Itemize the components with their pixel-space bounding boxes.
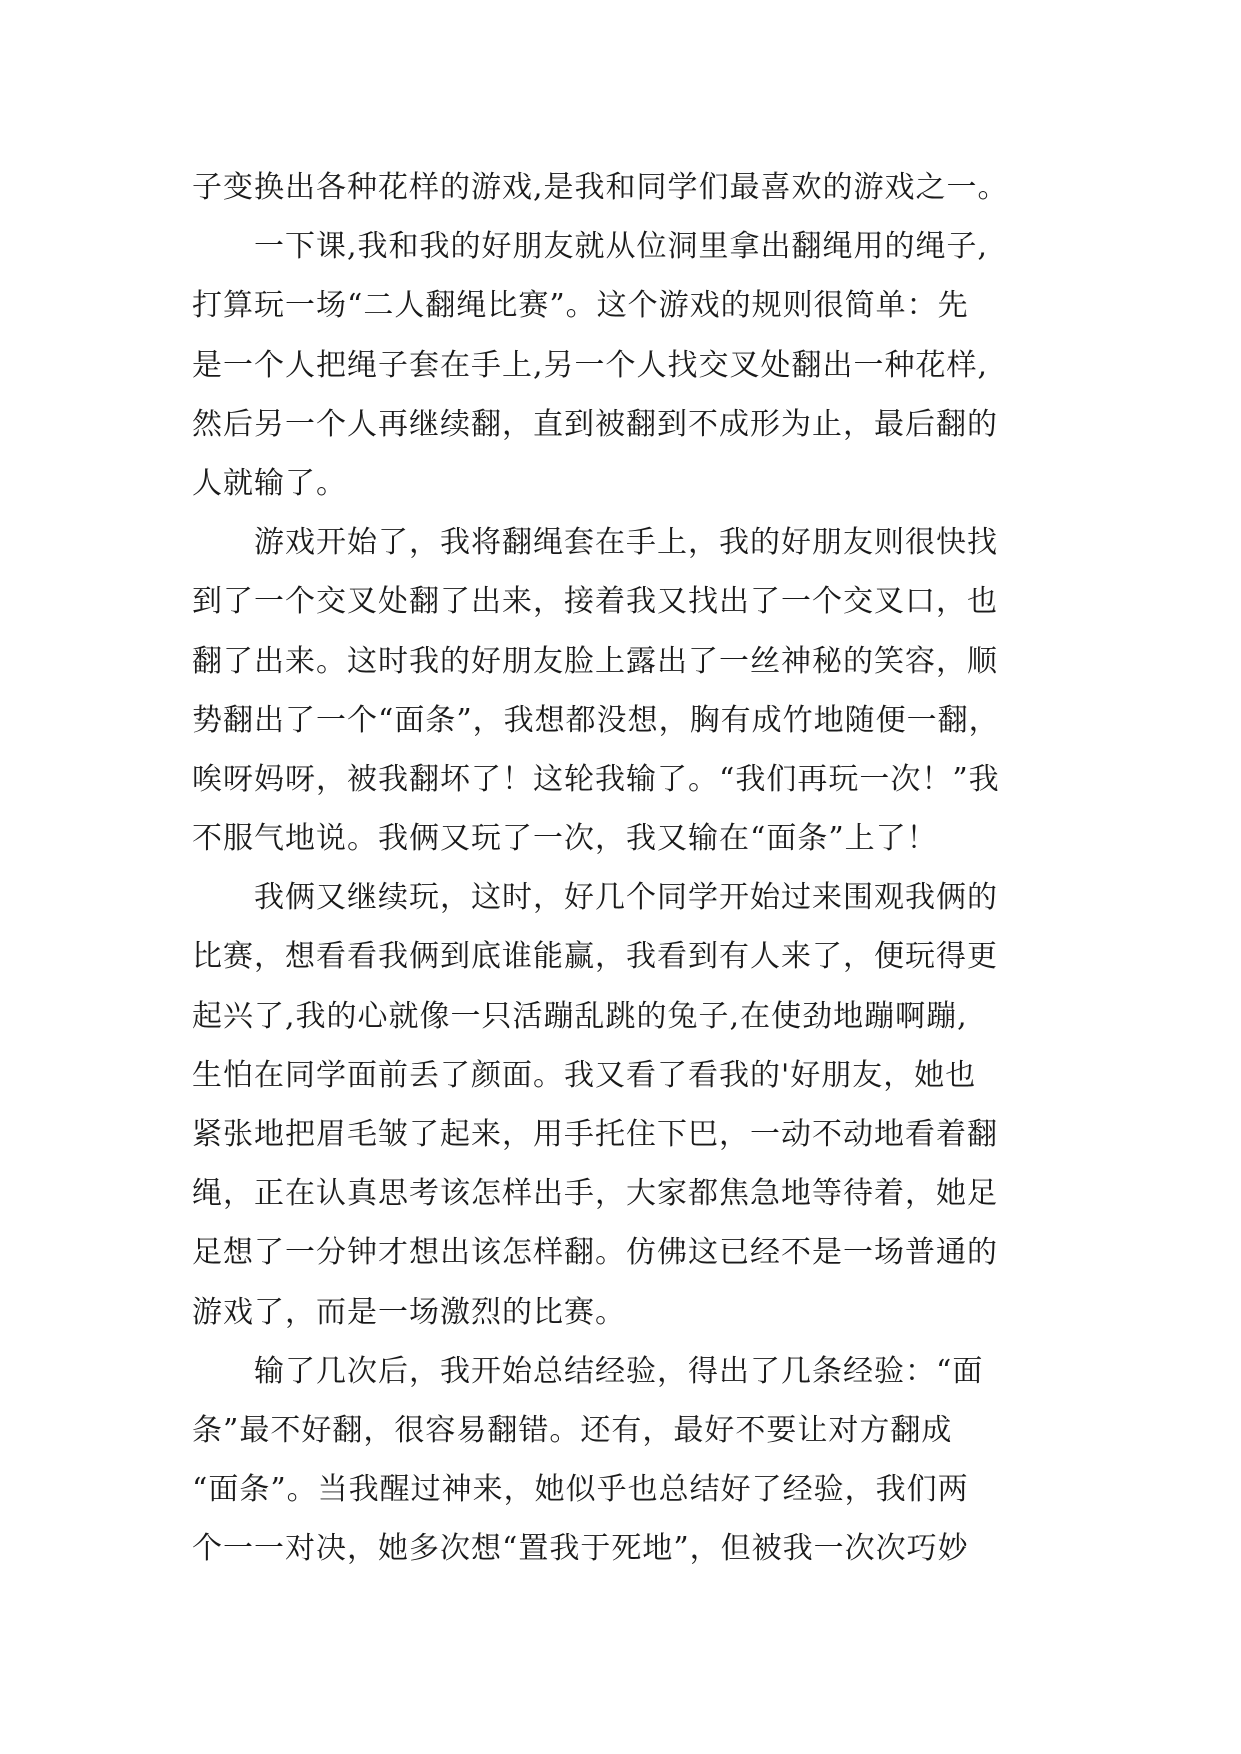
text-line-16: 生怕在同学面前丢了颜面。我又看了看我的'好朋友，她也	[192, 1057, 977, 1093]
text-line-20: 游戏了，而是一场激烈的比赛。	[192, 1294, 626, 1330]
body-text	[192, 158, 1072, 1579]
text-line-22: 条”最不好翻，很容易翻错。还有，最好不要让对方翻成	[192, 1412, 953, 1448]
text-line-10: 势翻出了一个“面条”，我想都没想，胸有成竹地随便一翻，	[192, 702, 1000, 738]
text-line-7: 游戏开始了，我将翻绳套在手上，我的好朋友则很快找	[192, 525, 998, 561]
text-line-11: 唉呀妈呀，被我翻坏了！这轮我输了。“我们再玩一次！”我	[192, 761, 1000, 797]
text-line-15: 起兴了,我的心就像一只活蹦乱跳的兔子,在使劲地蹦啊蹦,	[192, 998, 968, 1034]
text-line-13: 我俩又继续玩，这时，好几个同学开始过来围观我俩的	[192, 880, 998, 916]
text-line-5: 然后另一个人再继续翻，直到被翻到不成形为止，最后翻的	[192, 406, 998, 442]
text-line-8: 到了一个交叉处翻了出来，接着我又找出了一个交叉口，也	[192, 584, 998, 620]
text-line-1: 子变换出各种花样的游戏,是我和同学们最喜欢的游戏之一。	[192, 170, 1009, 205]
text-line-14: 比赛，想看看我俩到底谁能赢，我看到有人来了，便玩得更	[192, 939, 998, 975]
text-line-19: 足想了一分钟才想出该怎样翻。仿佛这已经不是一场普通的	[192, 1235, 998, 1271]
text-line-23: “面条”。当我醒过神来，她似乎也总结好了经验，我们两	[192, 1472, 969, 1508]
text-line-12: 不服气地说。我俩又玩了一次，我又输在“面条”上了！	[192, 821, 938, 857]
text-line-6: 人就输了。	[192, 465, 347, 501]
text-line-4: 是一个人把绳子套在手上,另一个人找交叉处翻出一种花样,	[192, 347, 989, 383]
text-line-17: 紧张地把眉毛皱了起来，用手托住下巴，一动不动地看着翻	[192, 1117, 998, 1152]
text-line-24: 个一一对决，她多次想“置我于死地”，但被我一次次巧妙	[192, 1531, 969, 1567]
text-line-9: 翻了出来。这时我的好朋友脸上露出了一丝神秘的笑容，顺	[192, 643, 998, 679]
text-line-21: 输了几次后，我开始总结经验，得出了几条经验：“面	[192, 1353, 984, 1389]
text-line-3: 打算玩一场“二人翻绳比赛”。这个游戏的规则很简单：先	[192, 288, 969, 324]
text-line-18: 绳，正在认真思考该怎样出手，大家都焦急地等待着，她足	[192, 1176, 998, 1212]
text-line-2: 一下课,我和我的好朋友就从位洞里拿出翻绳用的绳子,	[192, 229, 989, 265]
